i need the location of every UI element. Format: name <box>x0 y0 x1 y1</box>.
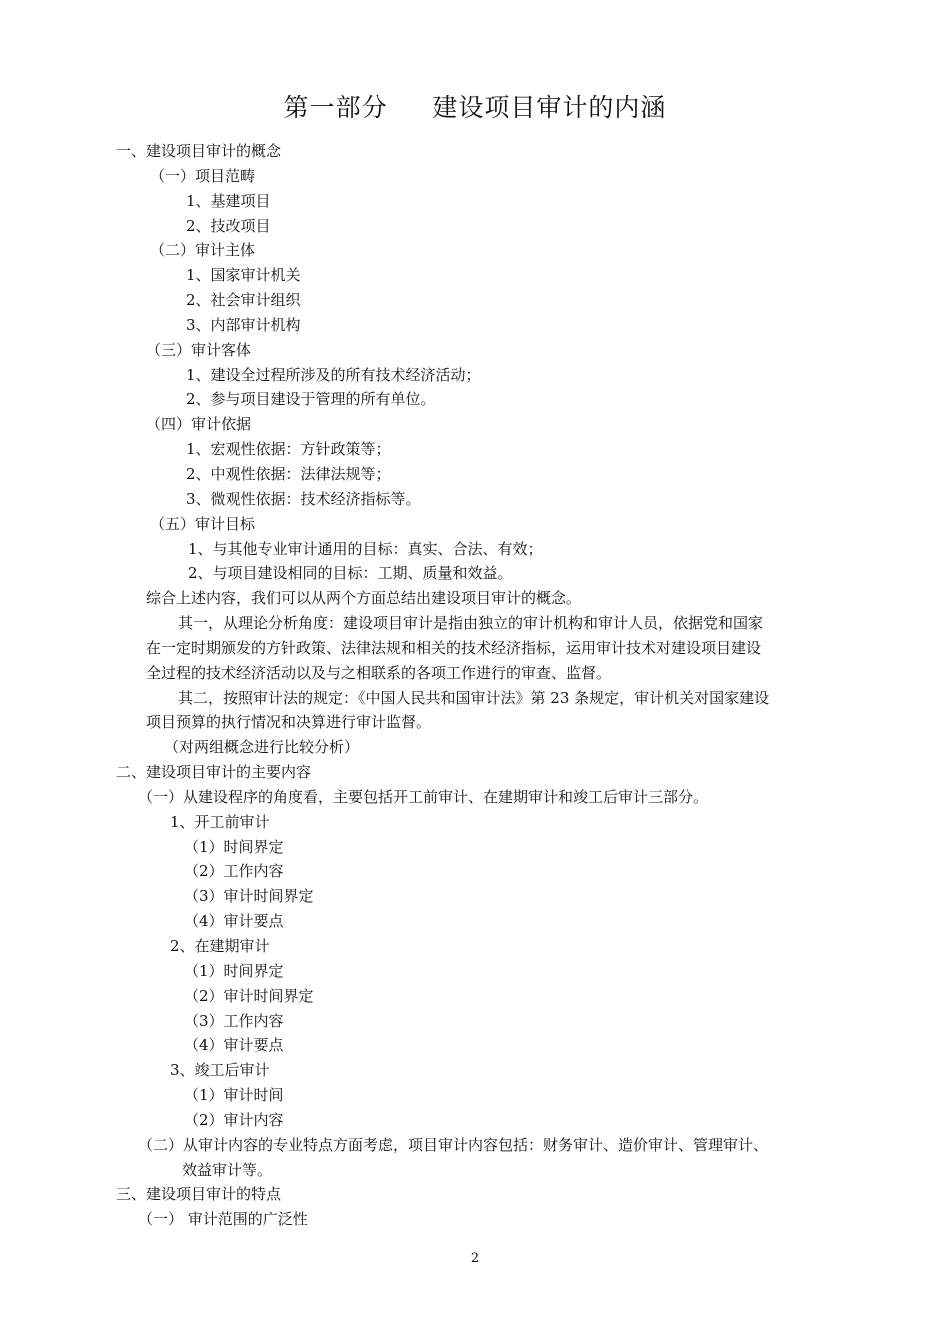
text-line: 2、参与项目建设于管理的所有单位。 <box>186 390 436 409</box>
text-line: （4）审计要点 <box>184 1036 284 1055</box>
text-line: 3、竣工后审计 <box>170 1061 270 1080</box>
text-line: （二）审计主体 <box>150 241 256 260</box>
text-line: 全过程的技术经济活动以及与之相联系的各项工作进行的审查、监督。 <box>146 663 612 682</box>
text-line: 1、建设全过程所涉及的所有技术经济活动； <box>186 365 481 384</box>
text-line: （1）时间界定 <box>184 837 284 856</box>
text-line: （3）审计时间界定 <box>184 887 314 906</box>
page-title: 第一部分 建设项目审计的内涵 <box>283 93 667 122</box>
text-line: （2）审计时间界定 <box>184 986 314 1005</box>
text-line: 1、宏观性依据：方针政策等； <box>186 440 391 459</box>
text-line: （对两组概念进行比较分析） <box>164 738 360 757</box>
text-line: （五）审计目标 <box>150 514 256 533</box>
text-line: 在一定时期颁发的方针政策、法律法规和相关的技术经济指标，运用审计技术对建设项目建设 <box>146 638 762 657</box>
text-line: （4）审计要点 <box>184 912 284 931</box>
text-line: （1）审计时间 <box>184 1086 284 1105</box>
text-line: 1、国家审计机关 <box>186 266 301 285</box>
text-line: 一、建设项目审计的概念 <box>116 142 282 160</box>
text-line: （2）工作内容 <box>184 862 284 881</box>
text-line: （3）工作内容 <box>184 1011 284 1030</box>
text-line: （二）从审计内容的专业特点方面考虑，项目审计内容包括：财务审计、造价审计、管理审计、 <box>138 1135 769 1154</box>
text-line: 1、开工前审计 <box>170 812 270 831</box>
text-line: （一） 审计范围的广泛性 <box>138 1210 308 1229</box>
page-number: 2 <box>470 1251 480 1266</box>
text-line: 2、技改项目 <box>186 216 271 235</box>
text-line: 三、建设项目审计的特点 <box>116 1185 282 1204</box>
text-line: 2、中观性依据：法律法规等； <box>186 464 391 483</box>
text-line: 二、建设项目审计的主要内容 <box>116 763 312 782</box>
text-line: （2）审计内容 <box>184 1110 284 1129</box>
text-line: 3、微观性依据：技术经济指标等。 <box>186 489 421 508</box>
text-line: 3、内部审计机构 <box>186 315 301 334</box>
text-line: 效益审计等。 <box>182 1160 273 1179</box>
text-line: 其二，按照审计法的规定：《中国人民共和国审计法》第 23 条规定，审计机关对国家建设 <box>178 688 770 707</box>
text-line: 其一，从理论分析角度：建设项目审计是指由独立的审计机构和审计人员，依据党和国家 <box>178 614 764 633</box>
text-line: 综合上述内容，我们可以从两个方面总结出建设项目审计的概念。 <box>146 589 582 608</box>
text-line: 项目预算的执行情况和决算进行审计监督。 <box>146 713 432 732</box>
text-line: 2、社会审计组织 <box>186 291 301 310</box>
text-line: （1）时间界定 <box>184 961 284 980</box>
text-line: 2、在建期审计 <box>170 937 270 955</box>
text-line: 2、与项目建设相同的目标：工期、质量和效益。 <box>188 564 513 583</box>
document-body <box>0 139 950 1232</box>
text-line: （一）项目范畴 <box>150 166 256 185</box>
text-line: （三）审计客体 <box>146 340 252 359</box>
text-line: （一）从建设程序的角度看，主要包括开工前审计、在建期审计和竣工后审计三部分。 <box>138 787 709 806</box>
text-line: 1、基建项目 <box>186 191 271 210</box>
text-line: 1、与其他专业审计通用的目标：真实、合法、有效； <box>188 539 543 558</box>
text-line: （四）审计依据 <box>146 415 252 434</box>
